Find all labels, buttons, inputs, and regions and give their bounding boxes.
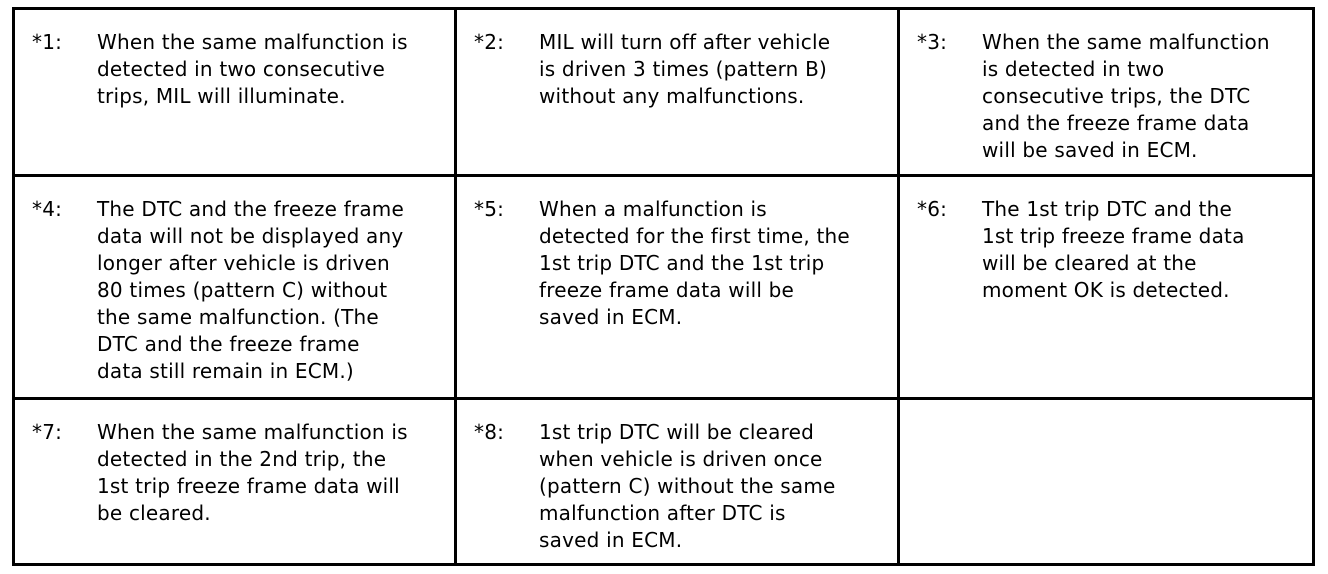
- note-line: be cleared.: [97, 501, 211, 525]
- note-line: detected in two consecutive: [97, 57, 385, 81]
- note-line: 1st trip DTC will be cleared: [539, 420, 815, 444]
- note-line: When the same malfunction is: [97, 420, 408, 444]
- note-line: data will not be displayed any: [97, 224, 404, 248]
- note-line: 1st trip DTC and the 1st trip: [539, 251, 825, 275]
- note-cell-8: [456, 399, 899, 565]
- note-line: trips, MIL will illuminate.: [97, 84, 346, 108]
- note-line: is driven 3 times (pattern B): [539, 57, 827, 81]
- note-line: 1st trip freeze frame data will: [97, 474, 400, 498]
- note-line: longer after vehicle is driven: [97, 251, 390, 275]
- note-line: data still remain in ECM.): [97, 359, 354, 383]
- note-text: [97, 29, 454, 110]
- note-line: and the freeze frame data: [982, 111, 1250, 135]
- note-text: [97, 196, 454, 385]
- note-line: saved in ECM.: [539, 305, 683, 329]
- note-marker: *7:: [32, 420, 63, 444]
- note-text: [97, 419, 454, 527]
- note-line: When the same malfunction: [982, 30, 1270, 54]
- note-line: The 1st trip DTC and the: [982, 197, 1232, 221]
- table-row: [14, 9, 1314, 176]
- note-marker: *5:: [474, 197, 505, 221]
- note-cell-4: [14, 176, 456, 399]
- note-line: (pattern C) without the same: [539, 474, 836, 498]
- note-line: saved in ECM.: [539, 528, 683, 552]
- note-text: [982, 29, 1312, 164]
- note-line: freeze frame data will be: [539, 278, 795, 302]
- note-line: MIL will turn off after vehicle: [539, 30, 831, 54]
- table-row: [14, 399, 1314, 565]
- note-marker: *2:: [474, 30, 505, 54]
- note-line: is detected in two: [982, 57, 1165, 81]
- note-line: without any malfunctions.: [539, 84, 805, 108]
- note-line: detected for the first time, the: [539, 224, 850, 248]
- note-marker: *3:: [917, 30, 948, 54]
- note-marker: *6:: [917, 197, 948, 221]
- note-line: the same malfunction. (The: [97, 305, 379, 329]
- note-marker: *4:: [32, 197, 63, 221]
- note-line: detected in the 2nd trip, the: [97, 447, 387, 471]
- note-line: consecutive trips, the DTC: [982, 84, 1251, 108]
- note-line: will be saved in ECM.: [982, 138, 1198, 162]
- note-marker: *8:: [474, 420, 505, 444]
- note-text: [539, 196, 897, 331]
- note-line: malfunction after DTC is: [539, 501, 786, 525]
- empty-cell: [899, 399, 1314, 565]
- notes-table: [12, 7, 1315, 566]
- note-cell-6: [899, 176, 1314, 399]
- note-line: moment OK is detected.: [982, 278, 1230, 302]
- note-line: 1st trip freeze frame data: [982, 224, 1245, 248]
- note-line: will be cleared at the: [982, 251, 1197, 275]
- table-row: [14, 176, 1314, 399]
- note-marker: *1:: [32, 30, 63, 54]
- note-line: 80 times (pattern C) without: [97, 278, 388, 302]
- note-text: [539, 29, 897, 110]
- note-cell-7: [14, 399, 456, 565]
- note-text: [539, 419, 897, 554]
- note-line: when vehicle is driven once: [539, 447, 823, 471]
- note-line: When the same malfunction is: [97, 30, 408, 54]
- note-line: When a malfunction is: [539, 197, 767, 221]
- note-cell-3: [899, 9, 1314, 176]
- note-cell-2: [456, 9, 899, 176]
- note-line: The DTC and the freeze frame: [97, 197, 404, 221]
- note-text: [982, 196, 1312, 304]
- note-line: DTC and the freeze frame: [97, 332, 360, 356]
- note-cell-1: [14, 9, 456, 176]
- note-cell-5: [456, 176, 899, 399]
